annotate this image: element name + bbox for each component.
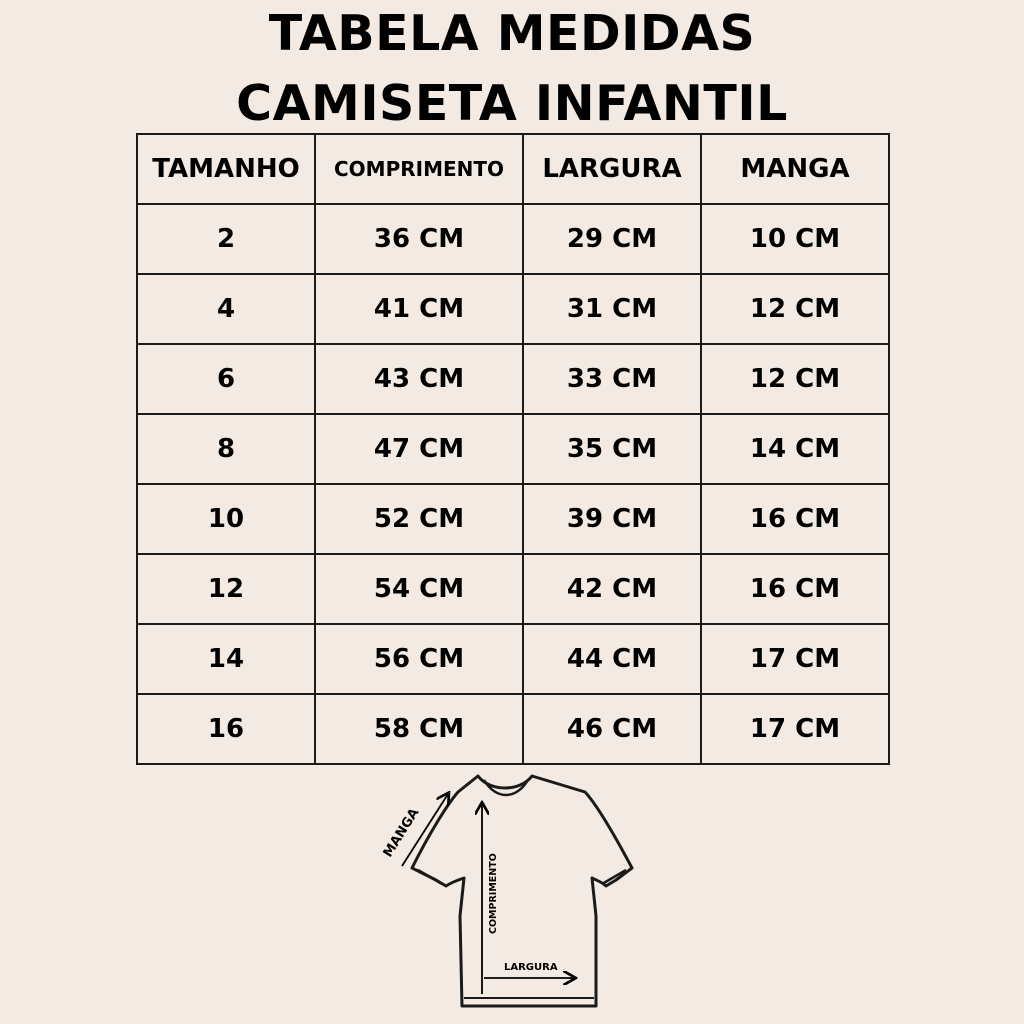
cell-tamanho: 8 (137, 414, 315, 484)
cell-manga: 12 CM (701, 344, 889, 414)
cell-manga: 10 CM (701, 204, 889, 274)
cell-largura: 44 CM (523, 624, 701, 694)
cell-manga: 12 CM (701, 274, 889, 344)
table-row (137, 554, 889, 624)
cell-manga: 16 CM (701, 554, 889, 624)
cell-tamanho: 14 (137, 624, 315, 694)
table-row (137, 204, 889, 274)
title-line-2: CAMISETA INFANTIL (236, 75, 788, 132)
table-row (137, 484, 889, 554)
cell-comprimento: 36 CM (315, 204, 523, 274)
cell-tamanho: 10 (137, 484, 315, 554)
table-row (137, 414, 889, 484)
size-table (136, 133, 890, 765)
cell-comprimento: 52 CM (315, 484, 523, 554)
cell-manga: 14 CM (701, 414, 889, 484)
header-largura: LARGURA (523, 134, 701, 204)
title-line-1: TABELA MEDIDAS (268, 5, 756, 62)
table-row (137, 274, 889, 344)
cell-tamanho: 2 (137, 204, 315, 274)
table-row (137, 624, 889, 694)
cell-tamanho: 12 (137, 554, 315, 624)
table-row (137, 694, 889, 764)
cell-largura: 39 CM (523, 484, 701, 554)
cell-comprimento: 56 CM (315, 624, 523, 694)
tshirt-illustration (360, 766, 660, 1016)
manga-label: MANGA (380, 805, 423, 861)
cell-tamanho: 6 (137, 344, 315, 414)
cell-largura: 29 CM (523, 204, 701, 274)
cell-tamanho: 4 (137, 274, 315, 344)
cell-largura: 35 CM (523, 414, 701, 484)
comprimento-label: COMPRIMENTO (488, 853, 499, 934)
cell-comprimento: 41 CM (315, 274, 523, 344)
header-tamanho: TAMANHO (137, 134, 315, 204)
table-row (137, 344, 889, 414)
tshirt-diagram (360, 766, 660, 1016)
cell-largura: 33 CM (523, 344, 701, 414)
cell-tamanho: 16 (137, 694, 315, 764)
cell-comprimento: 43 CM (315, 344, 523, 414)
cell-manga: 17 CM (701, 694, 889, 764)
cell-largura: 31 CM (523, 274, 701, 344)
cell-largura: 46 CM (523, 694, 701, 764)
cell-comprimento: 54 CM (315, 554, 523, 624)
largura-label: LARGURA (504, 962, 558, 973)
cell-comprimento: 47 CM (315, 414, 523, 484)
cell-manga: 16 CM (701, 484, 889, 554)
header-manga: MANGA (701, 134, 889, 204)
cell-comprimento: 58 CM (315, 694, 523, 764)
cell-largura: 42 CM (523, 554, 701, 624)
cell-manga: 17 CM (701, 624, 889, 694)
table-header-row (137, 134, 889, 204)
header-comprimento: COMPRIMENTO (315, 134, 523, 204)
